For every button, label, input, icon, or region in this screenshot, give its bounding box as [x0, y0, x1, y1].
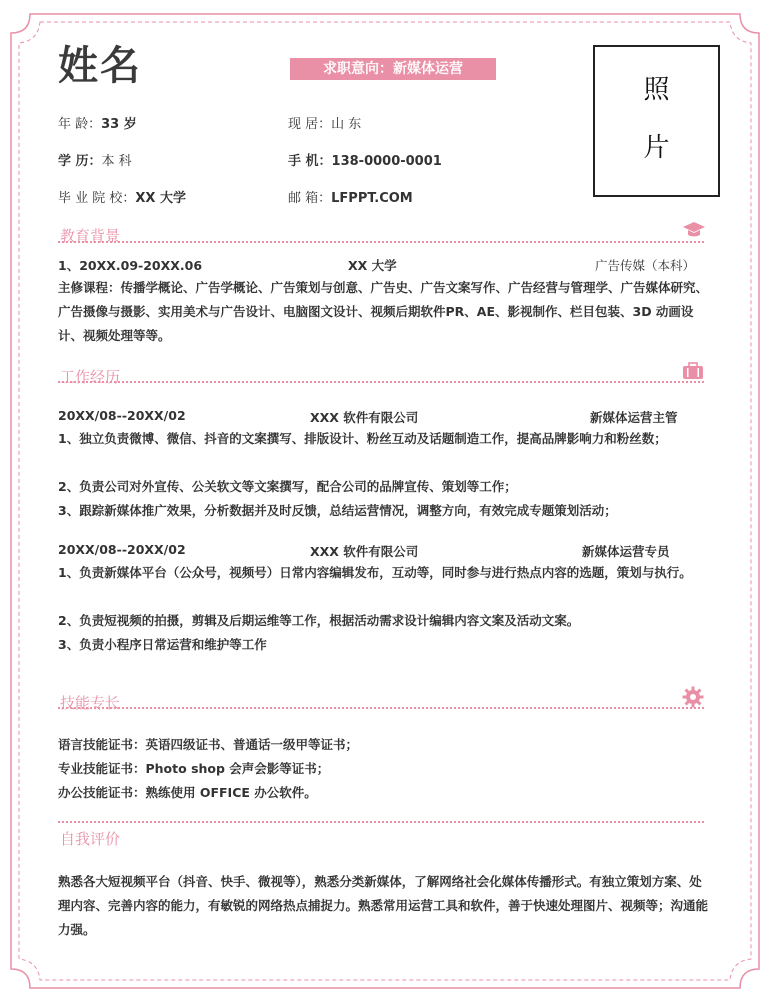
self-eval-divider [58, 821, 704, 823]
job-2-company: XXX 软件有限公司 [310, 544, 419, 559]
job-1-duty-1: 1、独立负责微博、微信、抖音的文案撰写、排版设计、粉丝互动及话题制造工作，提高品牌影响力和粉丝数； [58, 431, 667, 446]
email-value: LFPPT.COM [331, 191, 413, 206]
skills-divider [58, 707, 704, 709]
job-2-period: 20XX/08--20XX/02 [58, 542, 186, 557]
school-label: 毕 业 院 校： [58, 191, 136, 206]
job-1-period: 20XX/08--20XX/02 [58, 408, 186, 423]
education-period: 1、20XX.09-20XX.06 [58, 258, 203, 273]
skill-item-1: 语言技能证书：英语四级证书、普通话一级甲等证书； [58, 737, 359, 752]
email-label: 邮 箱： [288, 191, 332, 206]
job-1-duty-2: 2、负责公司对外宣传、公关软文等文案撰写，配合公司的品牌宣传、策划等工作； [58, 479, 517, 494]
skill-item-3: 办公技能证书：熟练使用 OFFICE 办公软件。 [58, 785, 317, 800]
residence-value: 山 东 [331, 117, 362, 132]
education-courses: 主修课程：传播学概论、广告学概论、广告策划与创意、广告史、广告文案写作、广告经营与管理学、广告媒体研究、广告摄像与摄影、实用美术与广告设计、电脑图文设计、视频后期软件PR、AE、影视制作、栏目包装、3D 动画设计、视频处理等等。 [58, 280, 709, 343]
job-2-position: 新媒体运营专员 [582, 544, 670, 559]
job-1-company: XXX 软件有限公司 [310, 410, 419, 425]
age-value: 33 岁 [101, 117, 137, 132]
phone-label: 手 机： [288, 154, 332, 169]
job-intent-badge: 求职意向：新媒体运营 [290, 58, 496, 80]
photo-placeholder [593, 45, 720, 197]
skill-item-2: 专业技能证书：Photo shop 会声会影等证书； [58, 761, 330, 776]
skills-title: 技能专长 [60, 694, 121, 712]
education-label: 学 历： [58, 154, 102, 169]
job-1-position: 新媒体运营主管 [590, 410, 678, 425]
photo-label-2: 片 [643, 133, 670, 163]
education-divider [58, 241, 704, 243]
school-value: XX 大学 [135, 191, 186, 206]
work-title: 工作经历 [60, 368, 121, 386]
self-eval-title: 自我评价 [60, 830, 121, 848]
info-education [58, 150, 132, 169]
residence-label: 现 居： [288, 117, 332, 132]
info-school [58, 187, 186, 206]
education-value: 本 科 [101, 154, 132, 169]
candidate-name: 姓名 [58, 43, 142, 89]
education-title: 教育背景 [60, 227, 121, 245]
info-email [288, 187, 413, 206]
info-age [58, 113, 137, 132]
education-major: 广告传媒（本科） [595, 258, 696, 273]
job-2-duty-2: 2、负责短视频的拍摄，剪辑及后期运维等工作，根据活动需求设计编辑内容文案及活动文案。 [58, 613, 580, 628]
education-school: XX 大学 [348, 258, 397, 273]
briefcase-icon [682, 362, 704, 382]
photo-label-1: 照 [643, 75, 670, 105]
info-phone [288, 150, 442, 169]
job-1-duty-3: 3、跟踪新媒体推广效果，分析数据并及时反馈，总结运营情况，调整方向，有效完成专题策划活动； [58, 503, 617, 518]
job-2-duty-3: 3、负责小程序日常运营和维护等工作 [58, 637, 267, 652]
age-label: 年 龄： [58, 117, 102, 132]
info-residence [288, 113, 361, 132]
work-divider [58, 381, 704, 383]
job-2-duty-1: 1、负责新媒体平台（公众号，视频号）日常内容编辑发布，互动等，同时参与进行热点内容的选题，策划与执行。 [58, 565, 692, 580]
gear-icon [682, 686, 704, 706]
graduation-cap-icon [682, 220, 704, 240]
self-eval-text: 熟悉各大短视频平台（抖音、快手、微视等），熟悉分类新媒体，了解网络社会化媒体传播形式。有独立策划方案、处理内容、完善内容的能力，有敏锐的网络热点捕捉力。熟悉常用运营工具和软件，善于快速处理图片、视频等；沟通能力强。 [58, 874, 709, 937]
phone-value: 138-0000-0001 [331, 154, 442, 169]
